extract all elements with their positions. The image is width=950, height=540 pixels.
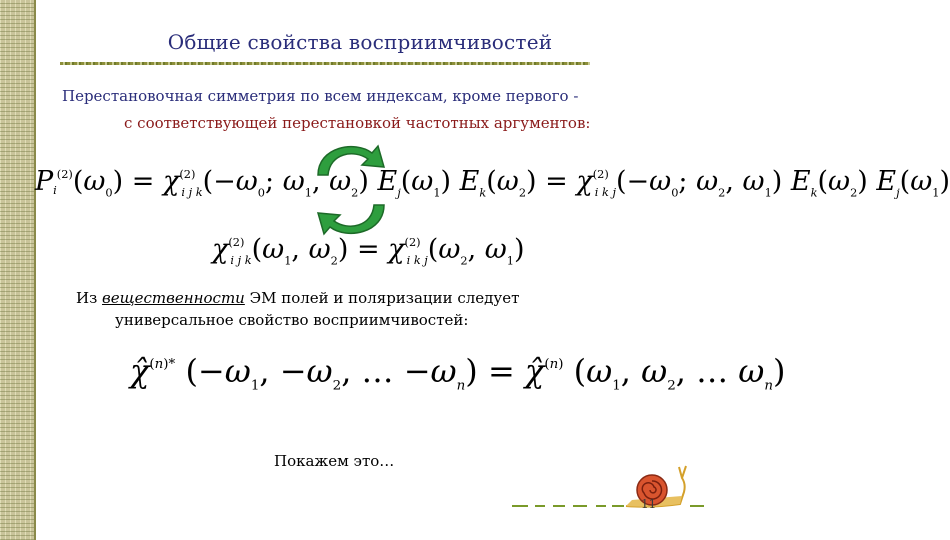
decorative-dash <box>512 505 528 507</box>
decorative-dash <box>612 505 624 507</box>
decorative-dash <box>690 505 704 507</box>
slide-title: Общие свойства восприимчивостей <box>167 30 553 54</box>
permutation-symmetry-equation: $P_i^{(2)}(\omega_0) = \chi^{(2)}_{i j k}(-\omega_0$; $\omega_1$, $\omega_2$) $E_j(\omega_1) E_k(\omega_2) = \chi^{(2)}_{i k j}(-\omega_0$; $\omega_2$, $\omega_1$) $E_k(\omega_2)$ $E_j(\omega_1)$ <box>35 166 950 200</box>
para-prefix: Из <box>76 289 103 307</box>
reality-condition-line-1 <box>76 289 519 307</box>
stripe-edge <box>34 0 36 540</box>
susceptibility-index-swap-equation: $\chi^{(2)}_{i j k}(\omega_1$, $\omega_2) = \chi^{(2)}_{i k j}(\omega_2$, $\omega_1$) <box>212 234 525 268</box>
footer-show-this: Покажем это… <box>274 452 395 470</box>
para-emphasis: вещественности <box>102 289 245 307</box>
snail-icon <box>622 462 692 510</box>
universal-conjugation-equation: χ̂$^{(n)*}$ ($-\omega_1$, $-\omega_2$, … $-\omega_n$) = χ̂$^{(n)}$ ($\omega_1$, $\omega_2$, … $\omega_n$) <box>130 352 786 394</box>
intro-line-2: с соответствующей перестановкой частотных аргументов: <box>124 114 591 132</box>
page-number: 11 <box>641 497 657 511</box>
para-suffix: ЭМ полей и поляризации следует <box>244 289 520 307</box>
reality-condition-line-2: универсальное свойство восприимчивостей: <box>115 311 469 329</box>
decorative-dash <box>573 505 587 507</box>
intro-line-1: Перестановочная симметрия по всем индексам, кроме первого - <box>62 87 579 105</box>
decorative-dash <box>596 505 606 507</box>
title-underline <box>60 62 590 65</box>
decorative-dash <box>553 505 565 507</box>
decorative-dash <box>535 505 545 507</box>
decorative-side-stripe <box>0 0 34 540</box>
